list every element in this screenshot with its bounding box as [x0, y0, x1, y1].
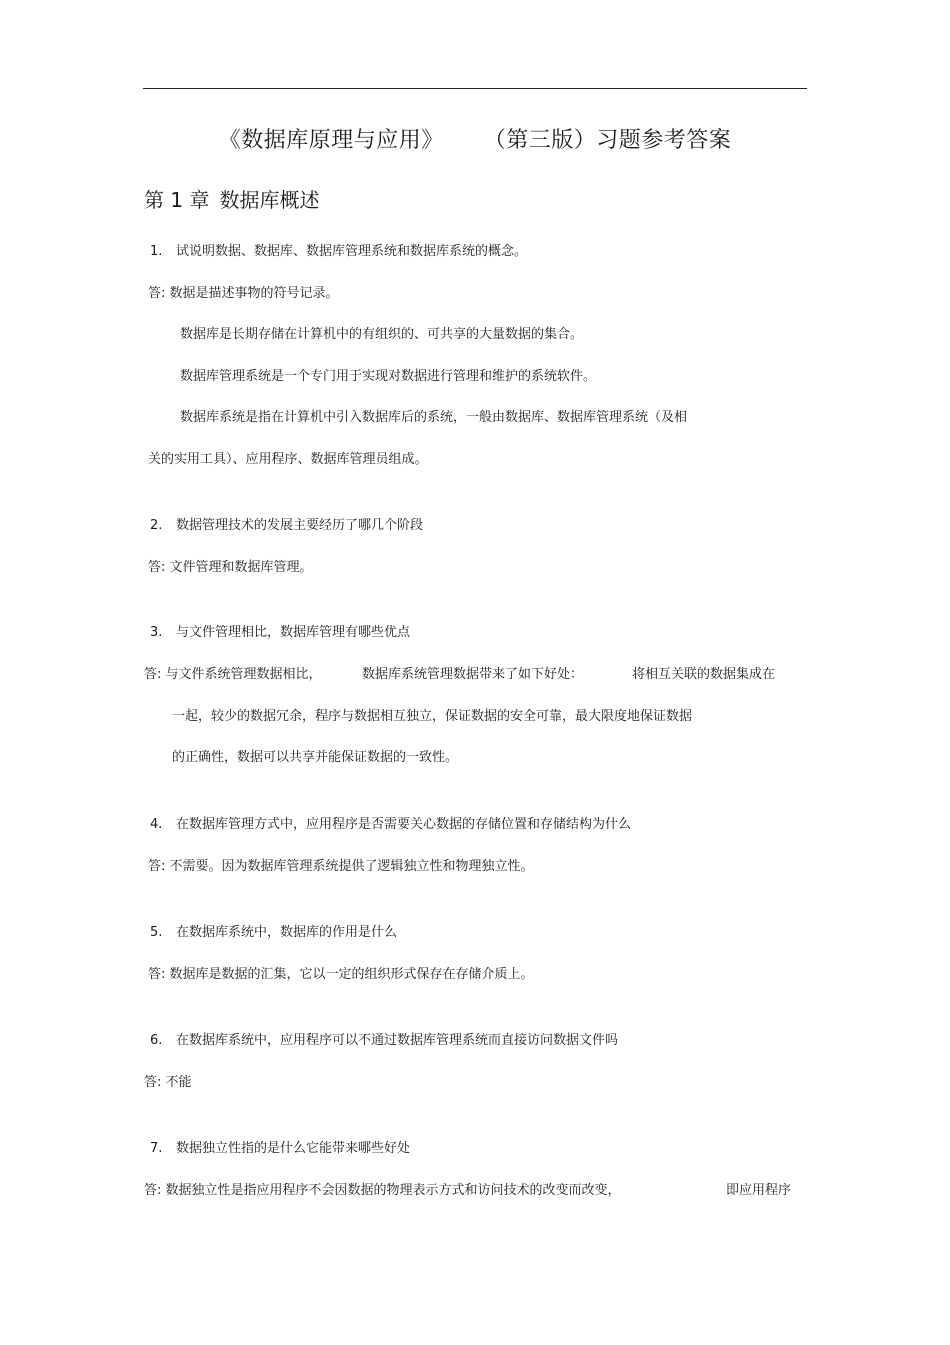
answer-text: 不需要。因为数据库管理系统提供了逻辑独立性和物理独立性。 — [169, 859, 534, 874]
answer-4-line-1 — [148, 857, 534, 877]
answer-7-segment-2: 即应用程序 — [726, 1183, 792, 1198]
question-4 — [150, 815, 631, 835]
question-number: 3. — [150, 625, 163, 640]
answer-segment: 数据独立性是指应用程序不会因数据的物理表示方式和访问技术的改变而改变， — [165, 1183, 621, 1198]
answer-3-segment-2: 数据库系统管理数据带来了如下好处： — [362, 667, 584, 682]
answer-5-line-1 — [148, 965, 534, 985]
question-number: 6. — [150, 1033, 163, 1048]
answer-1-line-2: 数据库是长期存储在计算机中的有组织的、可共享的大量数据的集合。 — [180, 327, 584, 342]
question-text: 在数据库系统中，应用程序可以不通过数据库管理系统而直接访问数据文件吗 — [176, 1033, 619, 1048]
chapter-heading — [144, 185, 319, 215]
question-1 — [150, 242, 527, 262]
answer-7-line-1 — [144, 1181, 621, 1201]
header-rule — [143, 88, 807, 89]
answer-1-line-3: 数据库管理系统是一个专门用于实现对数据进行管理和维护的系统软件。 — [180, 369, 597, 384]
chapter-title: 数据库概述 — [219, 188, 320, 212]
question-text: 在数据库系统中，数据库的作用是什么 — [176, 925, 398, 940]
answer-text: 数据是描述事物的符号记录。 — [169, 286, 339, 301]
answer-label: 答: — [148, 560, 166, 575]
question-text: 与文件管理相比，数据库管理有哪些优点 — [176, 625, 411, 640]
answer-6-line-1 — [144, 1073, 192, 1093]
answer-label: 答: — [148, 859, 166, 874]
question-5 — [150, 923, 397, 943]
answer-segment: 与文件系统管理数据相比， — [165, 667, 322, 682]
answer-label: 答: — [144, 1075, 162, 1090]
question-2 — [150, 516, 423, 536]
answer-text: 不能 — [165, 1075, 192, 1090]
answer-text: 数据库是数据的汇集，它以一定的组织形式保存在存储介质上。 — [169, 967, 534, 982]
answer-2-line-1 — [148, 558, 313, 578]
question-text: 试说明数据、数据库、数据库管理系统和数据库系统的概念。 — [176, 244, 528, 259]
answer-1-line-5: 关的实用工具）、应用程序、数据库管理员组成。 — [148, 452, 428, 467]
document-title — [0, 124, 950, 158]
answer-3-segment-3: 将相互关联的数据集成在 — [632, 667, 776, 682]
answer-text: 文件管理和数据库管理。 — [169, 560, 313, 575]
chapter-label: 第 1 章 — [144, 188, 210, 212]
answer-1-line-1 — [148, 284, 339, 304]
question-number: 2. — [150, 518, 163, 533]
question-6 — [150, 1031, 618, 1051]
question-number: 1. — [150, 244, 163, 259]
question-7 — [150, 1139, 410, 1159]
question-text: 数据独立性指的是什么它能带来哪些好处 — [176, 1141, 411, 1156]
question-number: 7. — [150, 1141, 163, 1156]
answer-label: 答: — [148, 286, 166, 301]
answer-label: 答: — [148, 967, 166, 982]
answer-3-line-2: 一起，较少的数据冗余，程序与数据相互独立，保证数据的安全可靠，最大限度地保证数据 — [172, 709, 693, 724]
answer-3-line-1 — [144, 665, 322, 685]
question-text: 数据管理技术的发展主要经历了哪几个阶段 — [176, 518, 424, 533]
answer-label: 答: — [144, 667, 162, 682]
title-book-name: 《数据库原理与应用》 — [218, 128, 444, 153]
title-edition: （第三版）习题参考答案 — [483, 128, 732, 153]
question-text: 在数据库管理方式中，应用程序是否需要关心数据的存储位置和存储结构为什么 — [176, 817, 632, 832]
question-number: 5. — [150, 925, 163, 940]
answer-3-line-3: 的正确性，数据可以共享并能保证数据的一致性。 — [172, 750, 459, 765]
answer-1-line-4: 数据库系统是指在计算机中引入数据库后的系统，一般由数据库、数据库管理系统（及相 — [180, 410, 688, 425]
answer-label: 答: — [144, 1183, 162, 1198]
question-number: 4. — [150, 817, 163, 832]
question-3 — [150, 623, 410, 643]
